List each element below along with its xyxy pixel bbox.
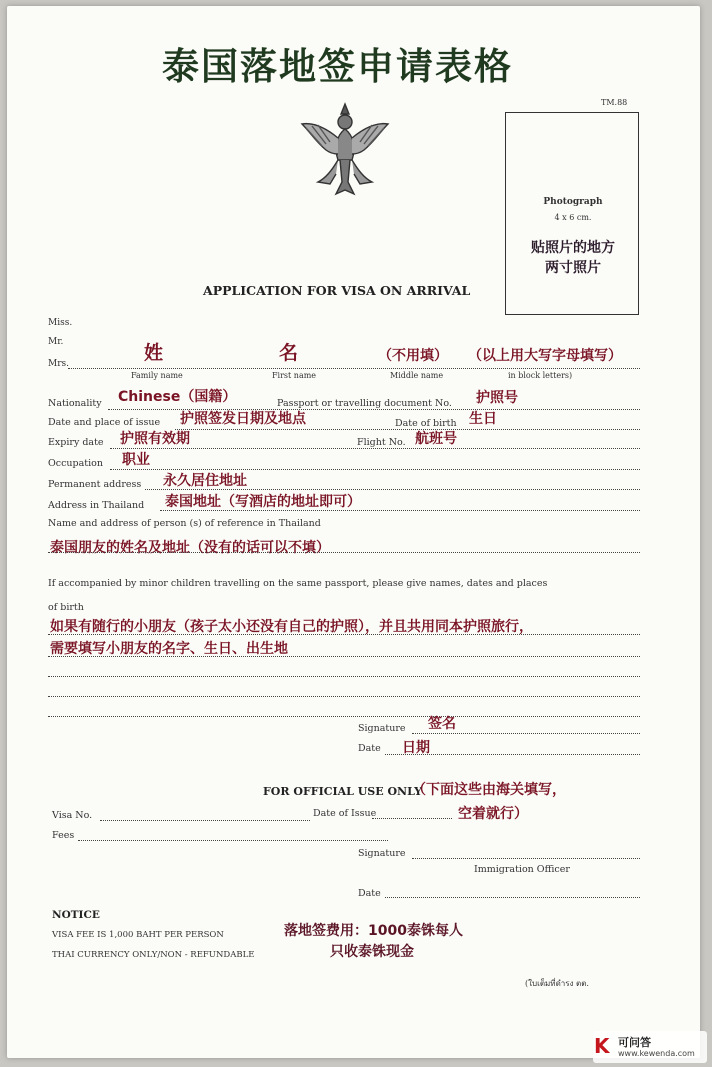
flight-value[interactable]: 航班号 (415, 431, 457, 447)
first-name-label: First name (272, 371, 317, 380)
block-letters-label: in block letters) (508, 371, 573, 380)
photo-label: Photograph (543, 197, 603, 207)
immigration-officer-label: Immigration Officer (474, 864, 570, 875)
children-label-line2: of birth (48, 602, 84, 613)
birth-value[interactable]: 生日 (469, 411, 497, 427)
watermark-logo-icon: K (594, 1034, 610, 1058)
reference-label: Name and address of person (s) of reference in Thailand (48, 518, 321, 529)
occupation-label: Occupation (48, 458, 103, 469)
visa-fee-note: 落地签费用：1000泰铢每人 (284, 923, 463, 939)
thai-address-value[interactable]: 泰国地址（写酒店的地址即可） (165, 494, 361, 510)
family-name-label: Family name (131, 371, 183, 380)
visa-fee-text: VISA FEE IS 1,000 BAHT PER PERSON (52, 930, 224, 940)
footer-thai-text: (ใบเต็มที่ดำรง ตต. (525, 979, 589, 988)
date-label: Date (358, 743, 381, 754)
nationality-label: Nationality (48, 398, 102, 409)
children-value-line2[interactable]: 需要填写小朋友的名字、生日、出生地 (50, 641, 288, 657)
expiry-value[interactable]: 护照有效期 (120, 431, 190, 447)
form-title-chinese: 泰国落地签申请表格 (162, 45, 513, 88)
photo-size: 4 x 6 cm. (554, 213, 592, 222)
thai-address-label: Address in Thailand (48, 500, 145, 511)
permanent-address-label: Permanent address (48, 479, 142, 490)
signature-label: Signature (358, 723, 406, 734)
official-date-label: Date (358, 888, 381, 899)
signature-value[interactable]: 签名 (428, 716, 456, 732)
title-mr: Mr. (48, 337, 64, 347)
occupation-value[interactable]: 职业 (122, 452, 150, 468)
currency-note: 只收泰铢现金 (330, 944, 414, 960)
date-of-issue-label: Date of Issue (313, 808, 377, 819)
first-name-value[interactable]: 名 (279, 342, 299, 364)
birth-label: Date of birth (395, 418, 457, 429)
official-use-note-line2: 空着就行） (458, 806, 528, 822)
official-signature-label: Signature (358, 848, 406, 859)
currency-text: THAI CURRENCY ONLY/NON - REFUNDABLE (52, 950, 255, 960)
passport-value[interactable]: 护照号 (476, 390, 518, 406)
date-value[interactable]: 日期 (402, 740, 430, 756)
form-title-english: APPLICATION FOR VISA ON ARRIVAL (203, 283, 471, 298)
permanent-address-value[interactable]: 永久居住地址 (163, 473, 247, 489)
expiry-label: Expiry date (48, 437, 104, 448)
middle-name-value[interactable]: （不用填） (378, 348, 448, 364)
watermark-site-url: www.kewenda.com (618, 1049, 695, 1058)
block-letters-note: （以上用大写字母填写） (468, 348, 622, 364)
reference-value[interactable]: 泰国朋友的姓名及地址（没有的话可以不填） (50, 540, 330, 556)
nationality-value[interactable]: Chinese（国籍） (118, 389, 237, 405)
passport-label: Passport or travelling document No. (277, 398, 452, 409)
form-code: TM.88 (601, 98, 628, 107)
flight-label: Flight No. (357, 437, 406, 448)
official-use-heading: FOR OFFICIAL USE ONLY (263, 785, 422, 798)
issue-label: Date and place of issue (48, 417, 161, 428)
notice-heading: NOTICE (52, 909, 100, 921)
issue-value[interactable]: 护照签发日期及地点 (180, 411, 306, 427)
family-name-value[interactable]: 姓 (144, 342, 164, 364)
watermark-site-name: 可问答 (618, 1036, 651, 1049)
children-value-line1[interactable]: 如果有随行的小朋友（孩子太小还没有自己的护照），并且共用同本护照旅行， (50, 619, 533, 635)
middle-name-label: Middle name (390, 371, 444, 380)
fees-label: Fees (52, 830, 75, 841)
children-label-line1: If accompanied by minor children travelling on the same passport, please give names, dates and places (48, 578, 548, 589)
photo-note-line1: 贴照片的地方 (531, 240, 615, 256)
title-miss: Miss. (48, 318, 73, 328)
official-use-note-line1: （下面这些由海关填写， (412, 782, 566, 798)
photo-note-line2: 两寸照片 (545, 260, 601, 276)
visa-no-label: Visa No. (52, 810, 93, 821)
photo-box (505, 112, 639, 315)
title-mrs: Mrs. (48, 359, 69, 369)
garuda-emblem-icon (296, 98, 394, 204)
